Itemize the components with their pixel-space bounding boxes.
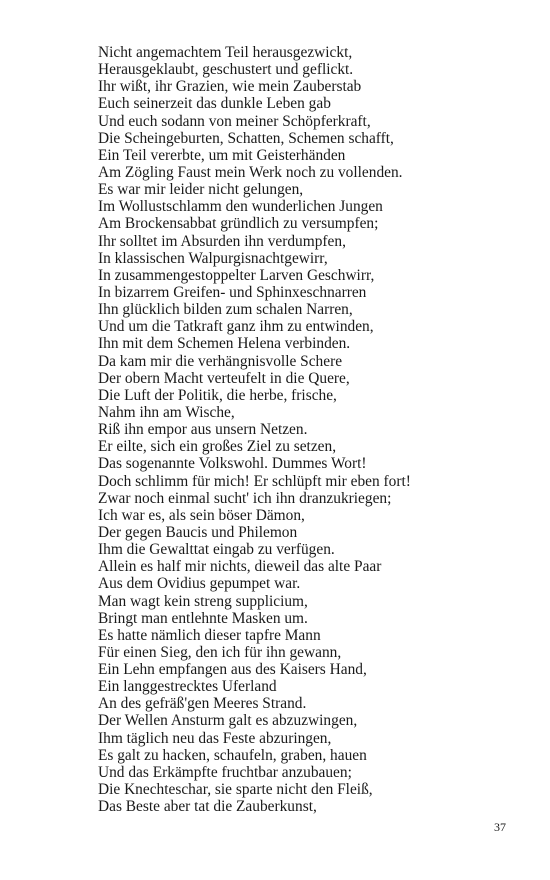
poem-line: Da kam mir die verhängnisvolle Schere [98, 352, 343, 370]
poem-line: Bringt man entlehnte Masken um. [98, 609, 308, 627]
poem-line: Es hatte nämlich dieser tapfre Mann [98, 626, 321, 644]
poem-line: Nicht angemachtem Teil herausgezwickt, [98, 44, 353, 61]
poem-line: Der obern Macht verteufelt in die Quere, [98, 369, 350, 387]
poem-line: In zusammengestoppelter Larven Geschwirr, [98, 266, 375, 284]
poem-line: In bizarrem Greifen- und Sphinxeschnarren [98, 283, 367, 301]
poem-line: Ihn mit dem Schemen Helena verbinden. [98, 335, 351, 353]
poem-line: Am Brockensabbat gründlich zu versumpfen; [98, 215, 379, 233]
poem-line: Nahm ihn am Wische, [98, 403, 235, 421]
poem-line: Ihm die Gewalttat eingab zu verfügen. [98, 541, 335, 559]
poem-line: Ihr solltet im Absurden ihn verdumpfen, [98, 232, 346, 250]
poem-line: Ein Teil vererbte, um mit Geisterhänden [98, 146, 346, 164]
poem-line: Zwar noch einmal sucht' ich ihn dranzukriegen; [98, 489, 392, 507]
poem-line: Der Wellen Ansturm galt es abzuzwingen, [98, 712, 358, 730]
poem-line: Ein Lehn empfangen aus des Kaisers Hand, [98, 661, 367, 679]
poem-line: Der gegen Baucis und Philemon [98, 523, 298, 541]
poem-line: Für einen Sieg, den ich für ihn gewann, [98, 643, 342, 661]
poem-line: Es war mir leider nicht gelungen, [98, 181, 304, 199]
poem-line: Euch seinerzeit das dunkle Leben gab [98, 95, 331, 113]
poem-line: Die Luft der Politik, die herbe, frische, [98, 386, 337, 404]
poem-line: Ihm täglich neu das Feste abzuringen, [98, 729, 332, 747]
poem-line: Ihn glücklich bilden zum schalen Narren, [98, 301, 353, 319]
poem-line: Man wagt kein streng supplicium, [98, 592, 308, 610]
poem-line: Und um die Tatkraft ganz ihm zu entwinden, [98, 318, 374, 336]
poem-line: An des gefräß'gen Meeres Strand. [98, 695, 307, 713]
poem-line: Ich war es, als sein böser Dämon, [98, 506, 305, 524]
poem-line: Im Wollustschlamm den wunderlichen Jungen [98, 198, 383, 216]
poem-line: Die Scheingeburten, Schatten, Schemen schafft, [98, 129, 394, 147]
poem-line: Aus dem Ovidius gepumpet war. [98, 575, 301, 593]
poem-line: Und euch sodann von meiner Schöpferkraft, [98, 112, 371, 130]
poem-line: Allein es half mir nichts, dieweil das alte Paar [98, 558, 382, 576]
poem-line: Am Zögling Faust mein Werk noch zu vollenden. [98, 163, 403, 181]
poem-line: Es galt zu hacken, schaufeln, graben, hauen [98, 746, 367, 764]
poem-line: Und das Erkämpfte fruchtbar anzubauen; [98, 763, 352, 781]
poem-line: Er eilte, sich ein großes Ziel zu setzen, [98, 438, 337, 456]
page-number: 37 [494, 820, 506, 834]
poem-line: Riß ihn empor aus unsern Netzen. [98, 421, 308, 439]
poem-line: Das sogenannte Volkswohl. Dummes Wort! [98, 455, 367, 473]
poem-line: Die Knechteschar, sie sparte nicht den Fleiß, [98, 781, 373, 799]
poem-line: Das Beste aber tat die Zauberkunst, [98, 798, 317, 816]
poem-line: In klassischen Walpurgisnachtgewirr, [98, 249, 328, 267]
poem-text [98, 44, 530, 815]
poem-line: Ein langgestrecktes Uferland [98, 678, 277, 696]
poem-line: Doch schlimm für mich! Er schlüpft mir eben fort! [98, 472, 411, 490]
poem-line: Herausgeklaubt, geschustert und geflickt. [98, 61, 354, 79]
poem-line: Ihr wißt, ihr Grazien, wie mein Zauberstab [98, 78, 362, 96]
